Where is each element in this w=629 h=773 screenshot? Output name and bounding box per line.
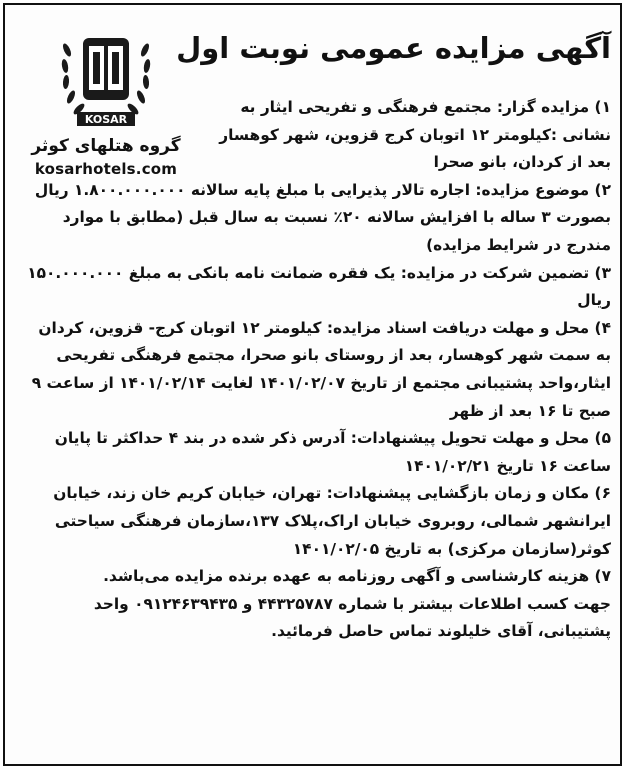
item-heading: ۲) موضوع مزایده: (475, 180, 611, 199)
auction-notice (10, 10, 619, 765)
list-item (21, 563, 611, 591)
notice-title: آگهی مزایده عمومی نوبت اول (176, 31, 611, 65)
logo-website: kosarhotels.com (34, 160, 178, 178)
contact-info: جهت کسب اطلاعات بیشتر با شماره ۴۴۳۲۵۷۸۷ و ۰۹۱۲۴۶۳۹۴۳۵ واحد پشتیبانی، آقای خلیلوند تماس حاصل فرمائید. (93, 594, 611, 641)
list-item (21, 425, 611, 480)
item-heading: ۱) مزایده گزار: (496, 98, 611, 116)
list-item (21, 177, 611, 260)
notice-body (21, 94, 611, 646)
list-item (21, 315, 611, 425)
item-text: کیلومتر ۱۲ اتوبان کرج- قزوین، کردان به سمت شهر کوهسار، بعد از روستای بانو صحرا، مجتمع فرهنگی تفریحی ایثار،واحد پشتیبانی مجتمع از تاریخ ۱۴۰۱/۰۲/۰۷ لغایت ۱۴۰۱/۰۲/۱۴ از ساعت ۹ صبح تا ۱۶ بعد از ظهر (31, 318, 611, 420)
item-heading: ۷) هزینه کارشناسی و آگهی روزنامه به عهده برنده مزایده (174, 567, 611, 586)
item-heading: ۵) محل و مهلت تحویل پیشنهادات: (350, 429, 611, 448)
item-text: آدرس ذکر شده در بند ۴ حداکثر تا پایان ساعت ۱۶ تاریخ ۱۴۰۱/۰۲/۲۱ (54, 429, 611, 475)
item-heading: ۳) تضمین شرکت در مزایده: (400, 263, 611, 282)
item-text: یک فقره ضمانت نامه بانکی به مبلغ ۱۵۰.۰۰۰.۰۰۰ ریال (27, 263, 611, 310)
item-text: تهران، خیابان کریم خان زند، خیابان ایرانشهر شمالی، روبروی خیابان اراک،پلاک ۱۳۷،سازمان فرهنگی سیاحتی کوثر(سازمان مرکزی) به تاریخ ۱۴۰۱/۰۲/۰۵ (53, 484, 611, 558)
logo-brand-fa: گروه هتلهای کوثر (31, 136, 181, 156)
item-text: مجتمع فرهنگی و تفریحی ایثار به نشانی :کیلومتر ۱۲ اتوبان کرج قزوین، شهر کوهسار بعد از کردان، بانو صحرا (219, 98, 611, 172)
item-text: اجاره تالار پذیرایی با مبلغ پایه سالانه ۱.۸۰۰.۰۰۰.۰۰۰ ریال بصورت ۳ ساله با افزایش سالانه ۲۰٪ نسبت به سال قبل (مطابق با موارد مندرج در شرایط مزایده) (34, 180, 611, 254)
item-heading: ۴) محل و مهلت دریافت اسناد مزایده: (326, 318, 611, 337)
list-item (21, 260, 611, 315)
item-text: می‌باشد. (103, 567, 170, 586)
item-heading: ۶) مکان و زمان بازگشایی پیشنهادات: (326, 484, 611, 503)
list-item (21, 480, 611, 563)
list-item (213, 94, 611, 177)
logo-brand-en: KOSAR (84, 113, 128, 126)
